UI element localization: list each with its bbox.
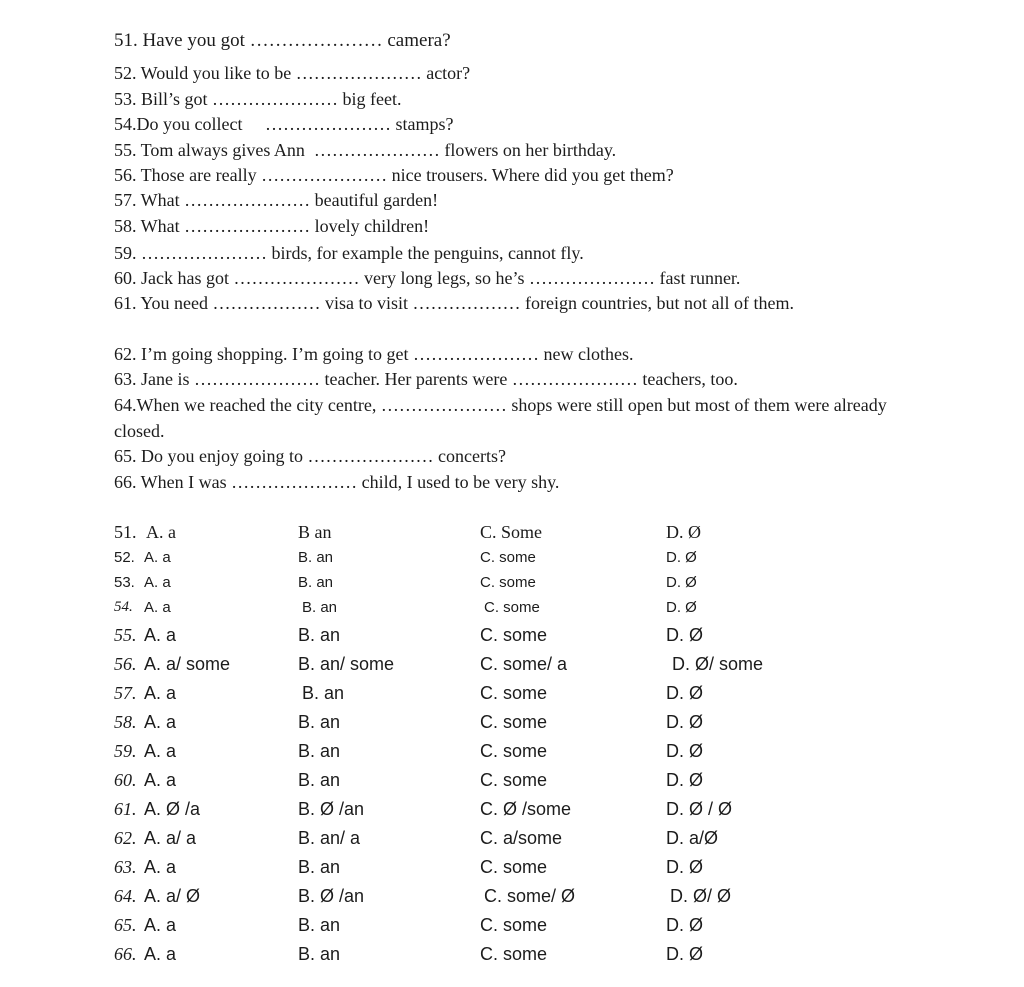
option-b: B. an — [298, 625, 341, 645]
question-63: 63. Jane is ………………… teacher. Her parents were ………………… teachers, too. — [114, 369, 738, 389]
option-d: D. Ø — [666, 549, 697, 566]
option-a: A. a — [144, 712, 177, 732]
option-c: C. some — [480, 857, 548, 877]
answer-number: 64. — [114, 886, 137, 906]
question-66: 66. When I was ………………… child, I used to be very shy. — [114, 472, 560, 492]
option-d: D. Ø — [666, 625, 704, 645]
option-d: D. a/Ø — [666, 828, 719, 848]
option-b: B. Ø /an — [298, 886, 365, 906]
question-57: 57. What ………………… beautiful garden! — [114, 190, 439, 210]
question-58: 58. What ………………… lovely children! — [114, 216, 430, 236]
answer-row — [114, 766, 914, 795]
option-a: A. a/ some — [144, 654, 231, 674]
option-d: D. Ø / Ø — [666, 799, 733, 819]
question-51: 51. Have you got ………………… camera? — [114, 30, 451, 51]
option-d: D. Ø — [666, 944, 704, 964]
option-b: B. an — [302, 683, 345, 703]
answer-number: 53. — [114, 574, 135, 591]
option-d: D. Ø — [666, 770, 704, 790]
option-a: A. a — [144, 944, 177, 964]
option-c: C. some/ Ø — [484, 886, 576, 906]
option-d: D. Ø/ Ø — [670, 886, 732, 906]
option-b: B. an/ a — [298, 828, 361, 848]
option-b: B an — [298, 522, 332, 542]
option-d: D. Ø — [666, 522, 701, 542]
question-53: 53. Bill’s got ………………… big feet. — [114, 89, 402, 109]
option-b: B. an — [298, 915, 341, 935]
answer-row — [114, 940, 914, 969]
answer-row — [114, 737, 914, 766]
option-b: B. an — [298, 857, 341, 877]
option-d: D. Ø — [666, 857, 704, 877]
option-d: D. Ø — [666, 712, 704, 732]
option-c: C. some — [480, 549, 536, 566]
option-c: C. some — [480, 683, 548, 703]
option-a: A. Ø /a — [144, 799, 201, 819]
question-59: 59. ………………… birds, for example the penguins, cannot fly. — [114, 243, 584, 263]
option-c: C. some — [480, 574, 536, 591]
question-55: 55. Tom always gives Ann ………………… flowers on her birthday. — [114, 140, 617, 160]
question-54: 54.Do you collect ………………… stamps? — [114, 114, 454, 134]
option-b: B. an/ some — [298, 654, 395, 674]
option-c: C. some/ a — [480, 654, 568, 674]
option-a: A. a — [144, 857, 177, 877]
answer-row — [114, 621, 914, 650]
option-a: A. a — [144, 549, 171, 566]
answer-row — [114, 708, 914, 737]
answer-number: 51. — [114, 522, 137, 542]
option-c: C. some — [480, 625, 548, 645]
option-d: D. Ø — [666, 574, 697, 591]
option-c: C. a/some — [480, 828, 563, 848]
option-b: B. Ø /an — [298, 799, 365, 819]
option-c: C. Some — [480, 522, 543, 542]
question-52: 52. Would you like to be ………………… actor? — [114, 63, 471, 83]
option-a: A. a — [144, 574, 171, 591]
option-c: C. some — [480, 944, 548, 964]
option-a: A. a — [144, 741, 177, 761]
question-64: 64.When we reached the city centre, ………………… shops were still open but most of them were already closed. — [114, 395, 887, 441]
answer-number: 65. — [114, 915, 137, 935]
option-c: C. Ø /some — [480, 799, 572, 819]
question-61: 61. You need ……………… visa to visit ……………… foreign countries, but not all of them. — [114, 293, 794, 313]
option-d: D. Ø/ some — [672, 654, 764, 674]
option-b: B. an — [298, 741, 341, 761]
question-56: 56. Those are really ………………… nice trousers. Where did you get them? — [114, 165, 674, 185]
answer-number: 58. — [114, 712, 137, 732]
question-65: 65. Do you enjoy going to ………………… concerts? — [114, 446, 506, 466]
option-a: A. a — [144, 770, 177, 790]
option-b: B. an — [298, 944, 341, 964]
answer-number: 60. — [114, 770, 137, 790]
question-62: 62. I’m going shopping. I’m going to get ………………… new clothes. — [114, 344, 634, 364]
answer-number: 61. — [114, 799, 137, 819]
question-60: 60. Jack has got ………………… very long legs, so he’s ………………… fast runner. — [114, 268, 741, 288]
answer-number: 59. — [114, 741, 137, 761]
option-b: B. an — [298, 549, 334, 566]
answer-row — [114, 593, 914, 622]
answer-row — [114, 824, 914, 853]
option-a: A. a/ a — [144, 828, 197, 848]
answer-number: 56. — [114, 654, 137, 674]
answer-number: 54. — [114, 599, 133, 615]
option-c: C. some — [484, 599, 540, 616]
option-c: C. some — [480, 741, 548, 761]
option-b: B. an — [298, 770, 341, 790]
option-b: B. an — [298, 712, 341, 732]
option-b: B. an — [302, 599, 338, 616]
answer-number: 55. — [114, 625, 137, 645]
option-d: D. Ø — [666, 741, 704, 761]
answer-row — [114, 679, 914, 708]
option-a: A. a — [144, 599, 171, 616]
option-a: A. a/ Ø — [144, 886, 201, 906]
option-d: D. Ø — [666, 915, 704, 935]
answer-row — [114, 853, 914, 882]
answer-number: 52. — [114, 549, 135, 566]
option-d: D. Ø — [666, 683, 704, 703]
option-d: D. Ø — [666, 599, 697, 616]
answer-row — [114, 882, 914, 911]
answer-number: 63. — [114, 857, 137, 877]
option-a: A. a — [144, 915, 177, 935]
option-a: A. a — [144, 625, 177, 645]
option-a: A. a — [146, 522, 176, 542]
option-c: C. some — [480, 770, 548, 790]
answer-number: 66. — [114, 944, 137, 964]
answer-row — [114, 650, 914, 679]
option-c: C. some — [480, 712, 548, 732]
answer-row — [114, 795, 914, 824]
option-a: A. a — [144, 683, 177, 703]
answer-row — [114, 911, 914, 940]
option-b: B. an — [298, 574, 334, 591]
answer-number: 62. — [114, 828, 137, 848]
option-c: C. some — [480, 915, 548, 935]
answer-number: 57. — [114, 683, 137, 703]
